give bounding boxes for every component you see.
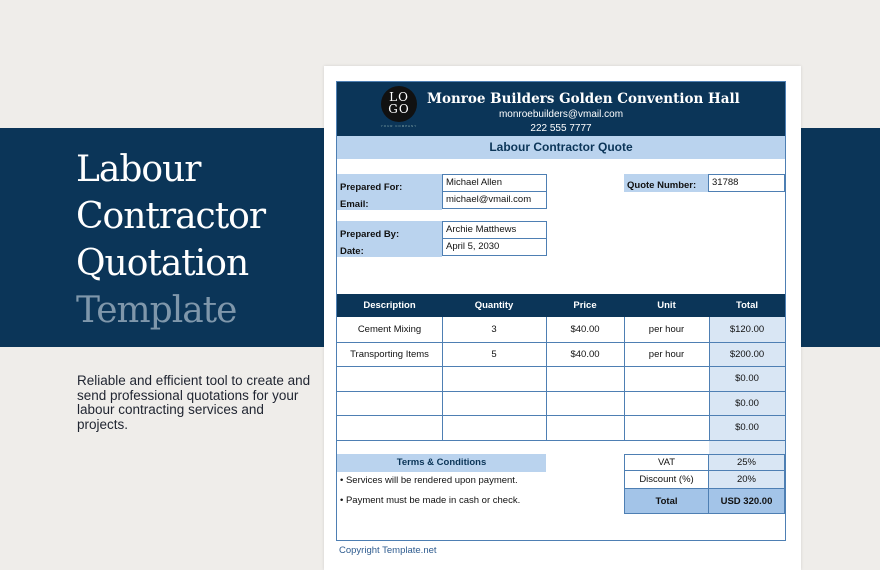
company-name: Monroe Builders Golden Convention Hall bbox=[427, 91, 740, 107]
row-total: $0.00 bbox=[709, 391, 785, 415]
vat-value: 25% bbox=[709, 454, 785, 471]
terms-title: Terms & Conditions bbox=[337, 454, 546, 472]
hero-line-2: Contractor bbox=[76, 196, 266, 237]
col-header-total: Total bbox=[709, 294, 785, 317]
company-email: monroebuilders@vmail.com bbox=[498, 109, 624, 120]
row-description bbox=[337, 391, 442, 415]
grid-line bbox=[624, 317, 625, 440]
row-description bbox=[337, 415, 442, 440]
grand-total-value: USD 320.00 bbox=[709, 489, 785, 514]
quote-frame bbox=[336, 81, 786, 541]
prepared-for-label: Prepared For: bbox=[340, 182, 403, 193]
grand-total-label: Total bbox=[624, 489, 709, 514]
discount-value: 20% bbox=[709, 471, 785, 489]
term-item: • Services will be rendered upon payment. bbox=[340, 475, 518, 486]
row-description: Cement Mixing bbox=[357, 324, 422, 335]
company-phone: 222 555 7777 bbox=[530, 123, 592, 134]
grid-line bbox=[442, 317, 443, 440]
row-quantity: 3 bbox=[491, 324, 497, 335]
total-column-spacer bbox=[709, 440, 785, 454]
quote-sheet bbox=[324, 66, 801, 570]
row-price: $40.00 bbox=[570, 348, 600, 360]
row-quantity bbox=[442, 415, 546, 440]
email-label: Email: bbox=[340, 199, 369, 210]
row-description: Transporting Items bbox=[350, 348, 429, 360]
date-label: Date: bbox=[340, 246, 364, 257]
vat-label: VAT bbox=[624, 454, 709, 471]
client-email-value: michael@vmail.com bbox=[442, 191, 547, 209]
hero-headline bbox=[76, 146, 265, 334]
row-unit: per hour bbox=[648, 348, 685, 360]
row-quantity: 5 bbox=[491, 348, 497, 360]
grid-line bbox=[337, 391, 785, 392]
row-price bbox=[546, 366, 624, 391]
quote-number-value: 31788 bbox=[708, 174, 785, 192]
row-quantity bbox=[442, 366, 546, 391]
term-item: • Payment must be made in cash or check. bbox=[340, 495, 521, 506]
quote-number-label: Quote Number: bbox=[624, 174, 708, 192]
preparer-labels bbox=[337, 221, 442, 257]
logo-subtext: YOUR COMPANY bbox=[380, 124, 418, 128]
row-total: $0.00 bbox=[709, 415, 785, 440]
grid-line bbox=[546, 317, 547, 440]
col-header-description: Description bbox=[337, 294, 442, 317]
col-header-quantity: Quantity bbox=[442, 294, 546, 317]
company-header bbox=[337, 82, 785, 136]
hero-description: Reliable and efficient tool to create and send professional quotations for your labour contracting services and projects. bbox=[77, 373, 311, 432]
row-price: $40.00 bbox=[570, 324, 600, 335]
grid-line bbox=[337, 440, 785, 441]
client-labels bbox=[337, 174, 442, 210]
col-header-unit: Unit bbox=[624, 294, 709, 317]
logo-text-1: LO bbox=[389, 90, 409, 104]
row-price bbox=[546, 391, 624, 415]
grid-line bbox=[337, 342, 785, 343]
prepared-for-value: Michael Allen bbox=[442, 174, 547, 192]
date-value: April 5, 2030 bbox=[442, 238, 547, 256]
row-unit bbox=[624, 391, 709, 415]
grid-line bbox=[337, 366, 785, 367]
row-total: $200.00 bbox=[709, 342, 785, 366]
row-total: $120.00 bbox=[709, 317, 785, 342]
copyright: Copyright Template.net bbox=[339, 545, 437, 556]
hero-line-1: Labour bbox=[76, 149, 201, 190]
hero-line-4: Template bbox=[76, 290, 237, 331]
grid-line bbox=[709, 317, 710, 440]
row-total: $0.00 bbox=[709, 366, 785, 391]
discount-label: Discount (%) bbox=[624, 471, 709, 489]
prepared-by-value: Archie Matthews bbox=[442, 221, 547, 239]
row-unit bbox=[624, 366, 709, 391]
row-description bbox=[337, 366, 442, 391]
row-unit: per hour bbox=[648, 324, 685, 335]
row-price bbox=[546, 415, 624, 440]
grid-line bbox=[337, 415, 785, 416]
logo-text-2: GO bbox=[388, 102, 410, 116]
row-quantity bbox=[442, 391, 546, 415]
prepared-by-label: Prepared By: bbox=[340, 229, 400, 240]
col-header-price: Price bbox=[546, 294, 624, 317]
hero-line-3: Quotation bbox=[76, 243, 249, 284]
row-unit bbox=[624, 415, 709, 440]
quote-title: Labour Contractor Quote bbox=[337, 136, 785, 159]
